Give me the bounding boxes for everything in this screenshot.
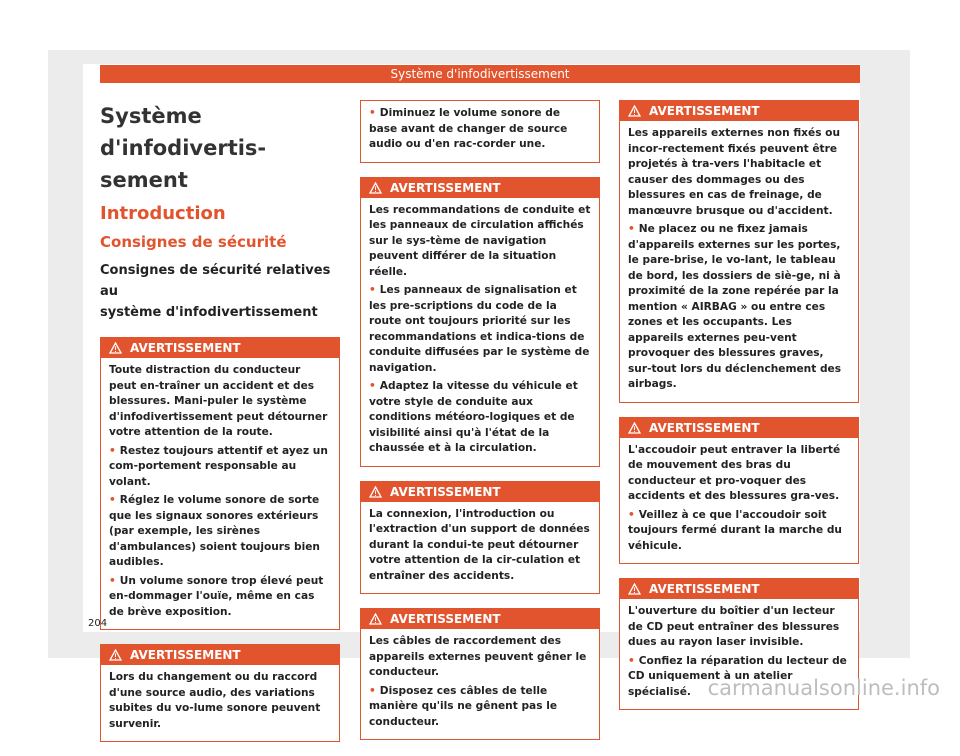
watermark: carmanualsonline.info — [707, 676, 940, 700]
warning-header: AVERTISSEMENT — [620, 101, 858, 121]
warning-header: AVERTISSEMENT — [361, 609, 599, 629]
warning-bullet: • Réglez le volume sonore de sorte que les signaux sonores extérieurs (par exemple, les sirènes d'ambulances) soient toujours bien audibles. — [109, 493, 331, 571]
column-2 — [360, 100, 600, 754]
warning-header: AVERTISSEMENT — [620, 579, 858, 599]
warning-header: AVERTISSEMENT — [620, 418, 858, 438]
warning-box-continued — [360, 100, 600, 163]
warning-bullet: • Un volume sonore trop élevé peut en-dommager l'ouïe, même en cas de brève exposition. — [109, 574, 331, 621]
running-header: Système d'infodivertissement — [100, 65, 860, 83]
warning-bullet: • Confiez la réparation du lecteur de CD uniquement à un atelier spécialisé. — [628, 654, 850, 701]
chapter-title: Système d'infodivertis- sement — [100, 104, 267, 192]
warning-text: L'accoudoir peut entraver la liberté de mouvement des bras du conducteur et pro-voquer des accidents et des blessures gra-ves. — [628, 443, 841, 502]
warning-text: La connexion, l'introduction ou l'extraction d'un support de données durant la condui-te peut détourner votre attention de la cir-culation et entraîner des accidents. — [369, 507, 590, 582]
warning-box — [100, 337, 340, 630]
warning-triangle-icon — [109, 342, 122, 354]
subsection-title: Consignes de sécurité — [100, 233, 287, 251]
warning-box — [360, 608, 600, 740]
warning-bullet: • Ne placez ou ne fixez jamais d'appareils externes sur les portes, le pare-brise, le vo-lant, le tableau de bord, les dossiers de siè-ge, ni à proximité de la zone repérée par la mention « AIRBAG » ou entre ces zones et les occupants. Les appareils externes peu-vent provoquer des blessures graves, sur-tout lors du déclenchement des airbags. — [628, 222, 850, 393]
warning-text: Les câbles de raccordement des appareils externes peuvent gêner le conducteur. — [369, 635, 587, 678]
warning-box — [619, 100, 859, 403]
warning-text: Les recommandations de conduite et les panneaux de circulation affichés sur le sys-tème de navigation peuvent différer de la situation réelle. — [369, 203, 591, 278]
warning-triangle-icon — [369, 182, 382, 194]
warning-triangle-icon — [628, 422, 641, 434]
warning-triangle-icon — [628, 105, 641, 117]
warning-box — [360, 481, 600, 595]
warning-bullet: • Les panneaux de signalisation et les pre-scriptions du code de la route ont toujours priorité sur les recommandations et indica-tions de conduite diffusées par le système de navigation. — [369, 283, 591, 376]
warning-header: AVERTISSEMENT — [361, 482, 599, 502]
warning-text: Les appareils externes non fixés ou incor-rectement fixés peuvent être projetés à tra-vers l'habitacle et causer des dommages ou des blessures en cas de freinage, de manœuvre brusque ou d'accident. — [628, 127, 841, 217]
warning-triangle-icon — [628, 583, 641, 595]
warning-text: Toute distraction du conducteur peut en-traîner un accident et des blessures. Mani-puler le système d'infodivertissement peut détourner votre attention de la route. — [109, 364, 328, 438]
warning-triangle-icon — [109, 649, 122, 661]
warning-box — [360, 177, 600, 467]
section-title: Introduction — [100, 203, 226, 224]
warning-bullet: • Diminuez le volume sonore de base avant de changer de source audio ou d'en rac-corder une. — [369, 106, 591, 153]
topic-title: Consignes de sécurité relatives au système d'infodivertissement — [100, 263, 331, 320]
warning-box — [619, 417, 859, 565]
warning-header: AVERTISSEMENT — [101, 645, 339, 665]
warning-header: AVERTISSEMENT — [361, 178, 599, 198]
warning-bullet: • Adaptez la vitesse du véhicule et votre style de conduite aux conditions météoro-logiques et de visibilité ainsi qu'à l'état de la chaussée et à la circulation. — [369, 379, 591, 457]
warning-triangle-icon — [369, 486, 382, 498]
column-1 — [100, 100, 340, 756]
warning-header: AVERTISSEMENT — [101, 338, 339, 358]
warning-bullet: • Disposez ces câbles de telle manière qu'ils ne gênent pas le conducteur. — [369, 684, 591, 731]
warning-triangle-icon — [369, 613, 382, 625]
warning-text: L'ouverture du boîtier d'un lecteur de CD peut entraîner des blessures dues au rayon laser invisible. — [628, 605, 840, 648]
warning-bullet: • Restez toujours attentif et ayez un com-portement responsable au volant. — [109, 444, 331, 491]
warning-box — [100, 644, 340, 742]
warning-bullet: • Veillez à ce que l'accoudoir soit toujours fermé durant la marche du véhicule. — [628, 508, 850, 555]
warning-text: Lors du changement ou du raccord d'une source audio, des variations subites du vo-lume sonore peuvent survenir. — [109, 671, 321, 730]
column-3 — [619, 100, 859, 724]
page-number: 204 — [88, 618, 108, 629]
